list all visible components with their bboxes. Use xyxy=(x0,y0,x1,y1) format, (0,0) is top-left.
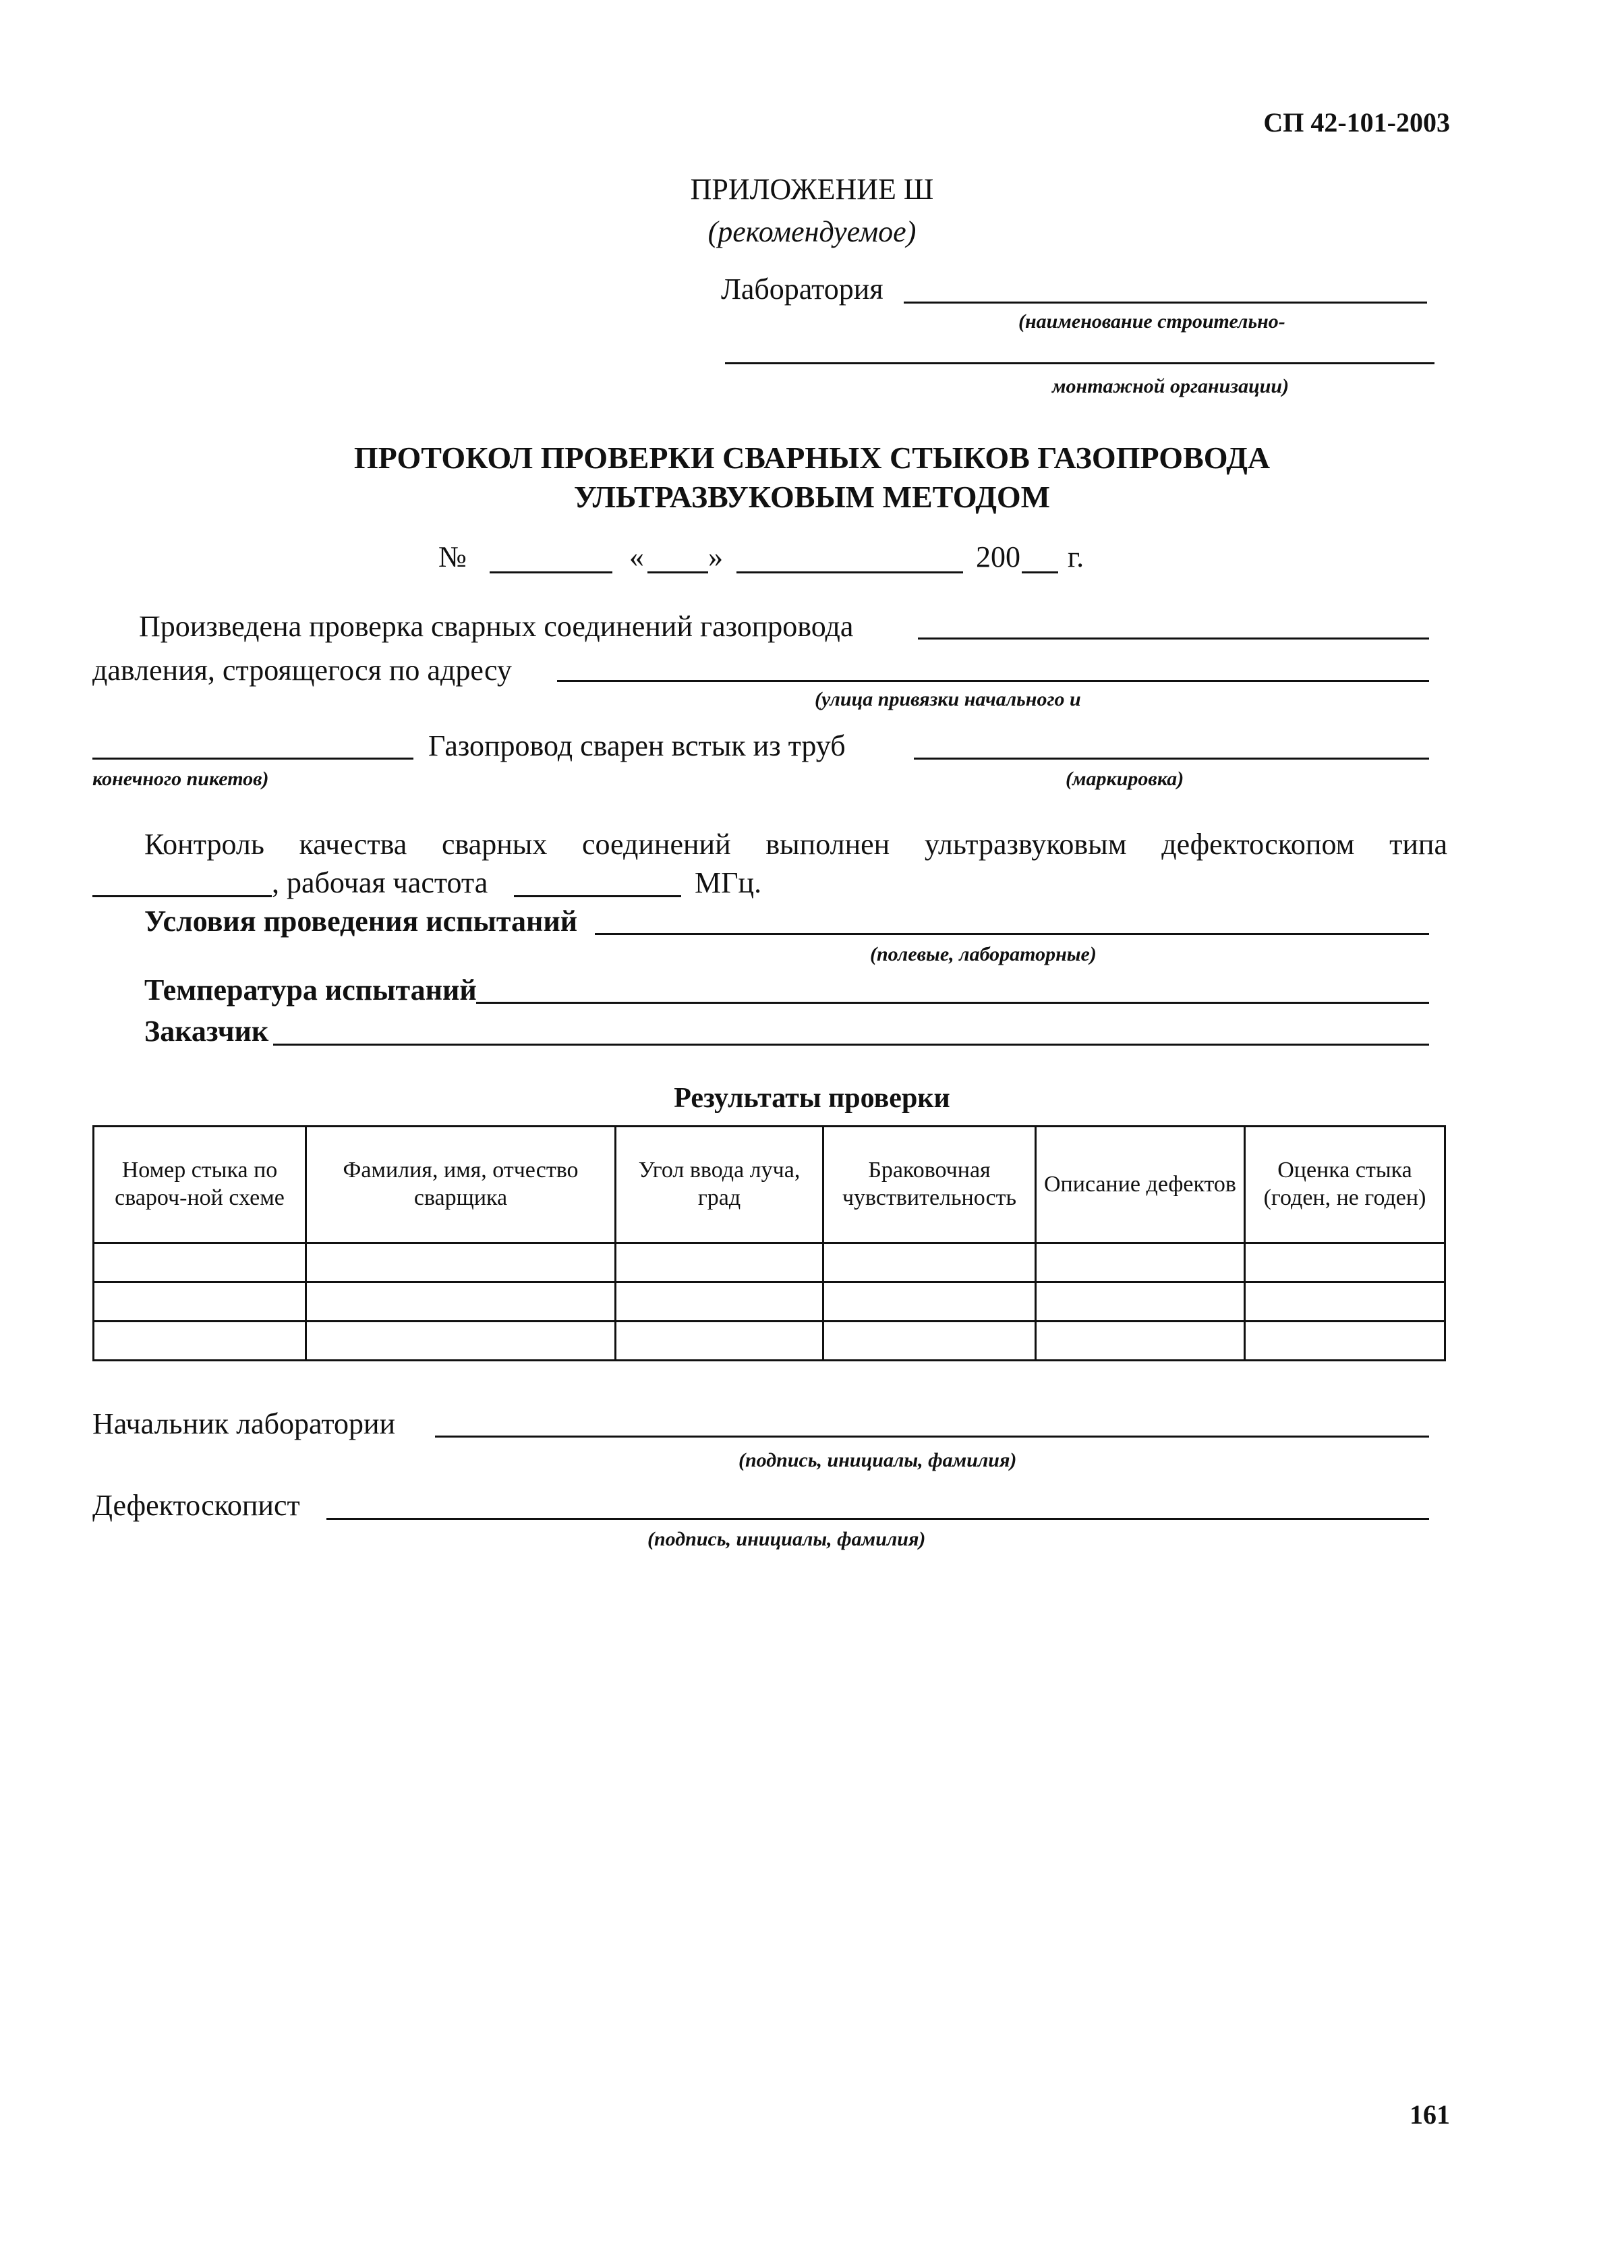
table-cell[interactable] xyxy=(94,1322,306,1361)
quote-close: » xyxy=(708,540,723,573)
results-table-header xyxy=(94,1127,1445,1243)
year-suffix: г. xyxy=(1068,540,1084,573)
column-header: Номер стыка по свароч-ной схеме xyxy=(94,1127,306,1243)
head-of-lab-signature-line xyxy=(435,1436,1429,1438)
table-cell[interactable] xyxy=(1036,1243,1245,1282)
frequency-text: , рабочая частота xyxy=(272,866,488,899)
results-table xyxy=(92,1125,1446,1361)
column-header: Оценка стыка (годен, не годен) xyxy=(1245,1127,1445,1243)
end-caption: конечного пикетов) xyxy=(92,768,269,790)
table-cell[interactable] xyxy=(306,1243,616,1282)
pressure-text: давления, строящегося по адресу xyxy=(92,654,512,687)
results-title: Результаты проверки xyxy=(674,1083,950,1114)
appendix-title: ПРИЛОЖЕНИЕ Ш xyxy=(690,173,934,206)
customer-label: Заказчик xyxy=(144,1015,269,1048)
column-header: Браковочная чувствительность xyxy=(823,1127,1036,1243)
table-row xyxy=(94,1322,1445,1361)
operator-signature-line xyxy=(326,1518,1429,1520)
pipe-text: Газопровод сварен встык из труб xyxy=(428,729,846,762)
column-header: Фамилия, имя, отчество сварщика xyxy=(306,1127,616,1243)
year-line xyxy=(1022,571,1058,573)
table-cell[interactable] xyxy=(94,1282,306,1322)
marking-caption: (маркировка) xyxy=(1066,768,1184,790)
protocol-number-line xyxy=(490,571,612,573)
marking-line xyxy=(914,758,1429,760)
appendix-subtitle: (рекомендуемое) xyxy=(707,215,917,248)
conditions-line xyxy=(595,933,1429,935)
month-line xyxy=(736,571,963,573)
protocol-title-line-1: ПРОТОКОЛ ПРОВЕРКИ СВАРНЫХ СТЫКОВ ГАЗОПРОВОДА xyxy=(353,441,1271,475)
lab-caption-2: монтажной организации) xyxy=(1052,375,1289,397)
year-prefix: 200 xyxy=(976,540,1020,573)
address-caption: (улица привязки начального и xyxy=(815,688,1081,710)
lab-name-line xyxy=(904,302,1427,304)
address-line xyxy=(557,680,1429,682)
document-code: СП 42-101-2003 xyxy=(1263,107,1450,138)
column-header: Описание дефектов xyxy=(1036,1127,1245,1243)
operator-caption: (подпись, инициалы, фамилия) xyxy=(647,1528,926,1550)
temperature-label: Температура испытаний xyxy=(144,973,477,1007)
table-cell[interactable] xyxy=(616,1243,823,1282)
table-cell[interactable] xyxy=(1245,1243,1445,1282)
conditions-caption: (полевые, лабораторные) xyxy=(870,943,1097,965)
pipeline-line xyxy=(918,637,1429,640)
frequency-line xyxy=(514,895,681,897)
head-of-lab-label: Начальник лаборатории xyxy=(92,1407,396,1440)
day-line xyxy=(647,571,708,573)
table-cell[interactable] xyxy=(823,1322,1036,1361)
page-number: 161 xyxy=(1410,2099,1450,2130)
device-type-line xyxy=(92,895,272,897)
operator-label: Дефектоскопист xyxy=(92,1489,300,1522)
table-cell[interactable] xyxy=(823,1282,1036,1322)
column-header: Угол ввода луча, град xyxy=(616,1127,823,1243)
table-cell[interactable] xyxy=(1245,1322,1445,1361)
table-cell[interactable] xyxy=(616,1322,823,1361)
table-cell[interactable] xyxy=(94,1243,306,1282)
table-row xyxy=(94,1282,1445,1322)
head-of-lab-caption: (подпись, инициалы, фамилия) xyxy=(738,1449,1017,1471)
table-cell[interactable] xyxy=(1036,1282,1245,1322)
table-cell[interactable] xyxy=(823,1243,1036,1282)
end-picket-line xyxy=(92,758,413,760)
check-text: Произведена проверка сварных соединений газопровода xyxy=(139,610,854,643)
control-text: Контроль качества сварных соединений выполнен ультразвуковым дефектоскопом типа xyxy=(144,828,1447,861)
customer-line xyxy=(273,1044,1429,1046)
temperature-line xyxy=(476,1002,1429,1004)
quote-open: « xyxy=(629,540,644,573)
table-cell[interactable] xyxy=(1245,1282,1445,1322)
frequency-unit: МГц. xyxy=(695,866,762,899)
protocol-number-sign: № xyxy=(438,540,467,573)
protocol-title-line-2: УЛЬТРАЗВУКОВЫМ МЕТОДОМ xyxy=(573,480,1051,514)
table-cell[interactable] xyxy=(306,1322,616,1361)
lab-name-line-2 xyxy=(725,362,1434,364)
table-row xyxy=(94,1243,1445,1282)
table-cell[interactable] xyxy=(616,1282,823,1322)
conditions-label: Условия проведения испытаний xyxy=(144,905,578,938)
table-cell[interactable] xyxy=(1036,1322,1245,1361)
lab-caption-1: (наименование строительно- xyxy=(1018,310,1285,333)
table-cell[interactable] xyxy=(306,1282,616,1322)
lab-label: Лаборатория xyxy=(721,273,883,306)
